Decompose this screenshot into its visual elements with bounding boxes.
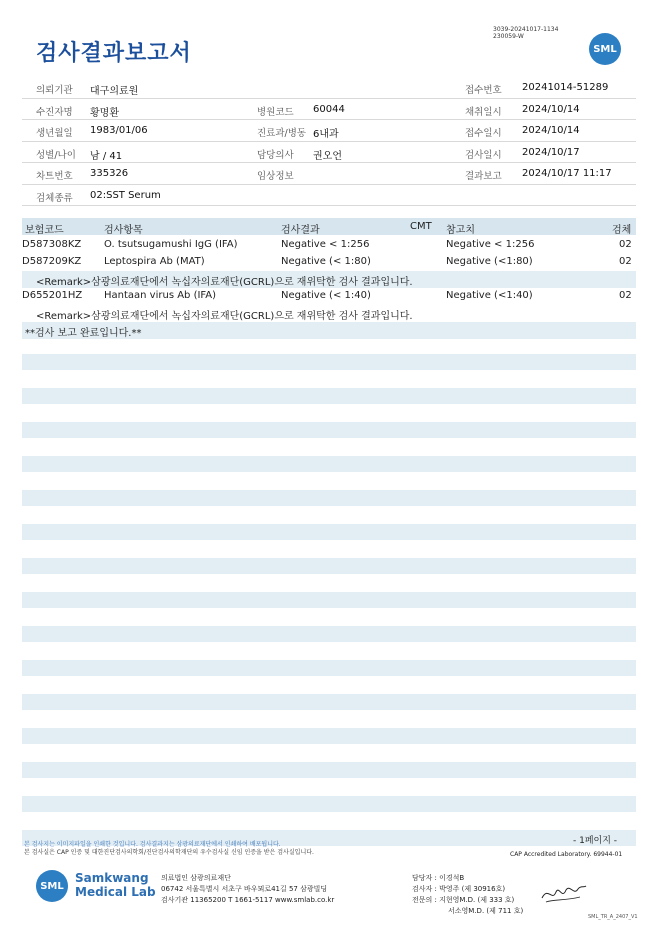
empty-row — [22, 694, 636, 710]
empty-row — [22, 762, 636, 778]
col-specimen: 검체 — [612, 225, 632, 236]
empty-row — [22, 660, 636, 676]
col-item: 검사항목 — [104, 225, 143, 236]
footer-brand: Samkwang Medical Lab — [75, 871, 156, 899]
empty-row — [22, 728, 636, 744]
empty-row — [22, 558, 636, 574]
collect-date-value: 2024/10/14 — [522, 103, 580, 115]
info-row: 의뢰기관 대구의료원 접수번호 20241014-51289 — [22, 77, 636, 99]
empty-row — [22, 796, 636, 812]
empty-row — [22, 626, 636, 642]
test-date-value: 2024/10/17 — [522, 146, 580, 158]
info-row: 차트번호 335326 임상정보 결과보고 2024/10/17 11:17 — [22, 163, 636, 185]
empty-row — [22, 490, 636, 506]
empty-row — [22, 456, 636, 472]
document-id: 3039-20241017-1134 230059-W — [493, 26, 559, 40]
remark-row: <Remark>삼광의료재단에서 녹십자의료재단(GCRL)으로 재위탁한 검사 결과입니다. — [22, 271, 636, 288]
receipt-no-value: 20241014-51289 — [522, 82, 609, 93]
empty-row — [22, 592, 636, 608]
info-row: 검체종류 02:SST Serum — [22, 185, 636, 207]
page-number: - 1페이지 - — [573, 836, 618, 846]
receipt-date-value: 2024/10/14 — [522, 125, 580, 136]
signature-image — [540, 880, 588, 906]
col-cmt: CMT — [410, 221, 432, 232]
form-version: SML_TR_A_2407_V1 — [588, 914, 638, 920]
requester-value: 대구의료원 — [90, 86, 139, 97]
footer-sml-logo: SML — [36, 870, 68, 902]
sex-age-value: 남 / 41 — [90, 150, 123, 162]
hospital-code-value: 60044 — [313, 103, 345, 115]
complete-note-row: **검사 보고 완료입니다.** — [22, 322, 636, 339]
footer-notice: 본 검사지는 이미지파일을 인쇄한 것입니다. 검사결과지는 삼광의료재단에서 인쇄하여 배포됩니다. 본 검사실은 CAP 인증 및 대한진단검사의학회/진단검사의학재단의 우수검사실 신임 인증을 받은 검사실입니다. — [24, 841, 314, 856]
footer-staff: 담당자 : 이경석B 검사자 : 박영주 (제 30916호) 전문의 : 지현영M.D. (제 333 호) 서소영M.D. (제 711 호) — [412, 874, 524, 915]
results-table-header — [22, 218, 636, 235]
col-code: 보험코드 — [25, 225, 64, 236]
doctor-value: 권오언 — [313, 150, 342, 162]
table-row: D655201HZ Hantaan virus Ab (IFA) Negative (< 1:40) Negative (<1:40) 02 — [22, 290, 632, 301]
remark-row: <Remark>삼광의료재단에서 녹십자의료재단(GCRL)으로 재위탁한 검사 결과입니다. — [36, 311, 413, 322]
dept-value: 6내과 — [313, 129, 339, 140]
info-row: 수진자명 황명환 병원코드 60044 채취일시 2024/10/14 — [22, 99, 636, 121]
footer-address: 의료법인 삼광의료재단 06742 서울특별시 서초구 바우뫼로41길 57 삼광빌딩 검사기관 11365200 T 1661-5117 www.smlab.co.kr — [161, 874, 335, 904]
col-result: 검사결과 — [281, 225, 320, 236]
col-ref: 참고치 — [446, 225, 475, 236]
table-row: D587308KZ O. tsutsugamushi IgG (IFA) Negative < 1:256 Negative < 1:256 02 — [22, 239, 632, 250]
table-row: D587209KZ Leptospira Ab (MAT) Negative (< 1:80) Negative (<1:80) 02 — [22, 256, 632, 267]
birth-value: 1983/01/06 — [90, 125, 148, 136]
empty-row — [22, 354, 636, 370]
patient-info-table — [22, 77, 636, 206]
patient-value: 황명환 — [90, 107, 119, 119]
empty-row — [22, 524, 636, 540]
page-title: 검사결과보고서 — [36, 41, 192, 66]
empty-row — [22, 388, 636, 404]
info-row: 생년월일 1983/01/06 진료과/병동 6내과 접수일시 2024/10/14 — [22, 120, 636, 142]
empty-row — [22, 422, 636, 438]
results-table-body — [22, 237, 636, 339]
info-row: 성별/나이 남 / 41 담당의사 권오언 검사일시 2024/10/17 — [22, 142, 636, 164]
specimen-value: 02:SST Serum — [90, 189, 161, 201]
chart-no-value: 335326 — [90, 168, 129, 179]
cap-accreditation: CAP Accredited Laboratory. 69944-01 — [510, 851, 623, 858]
report-date-value: 2024/10/17 11:17 — [522, 168, 612, 179]
sml-logo: SML — [589, 33, 621, 65]
